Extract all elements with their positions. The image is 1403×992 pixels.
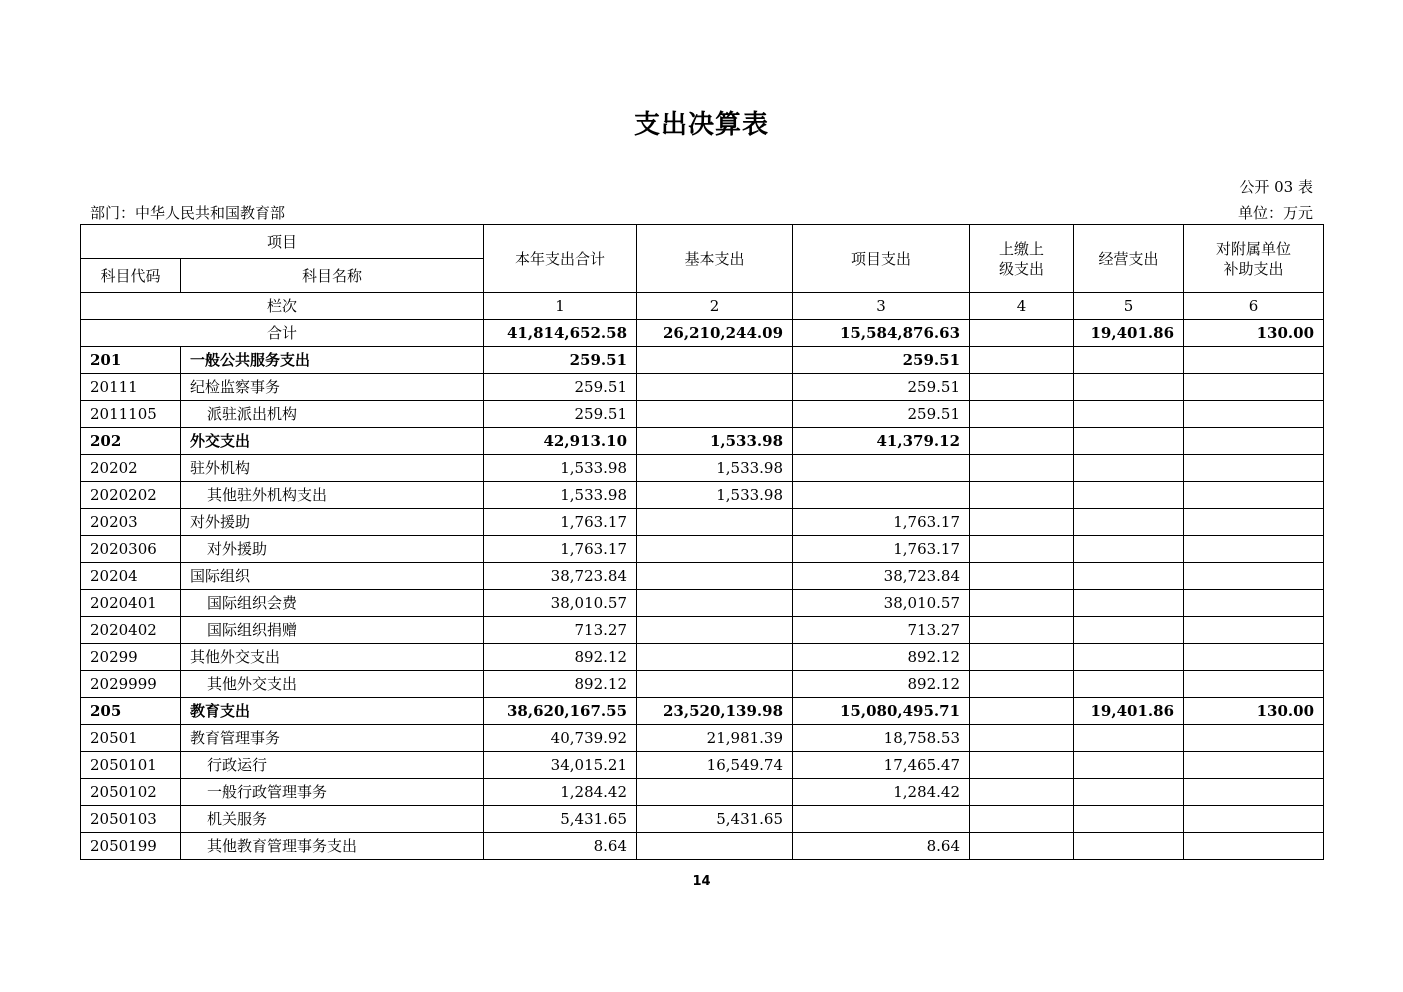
cell-name: 教育支出 — [181, 698, 484, 725]
total-business: 19,401.86 — [1074, 320, 1184, 347]
cell-code: 2020306 — [81, 536, 181, 563]
total-upper — [970, 320, 1074, 347]
cell-basic — [637, 644, 793, 671]
cell-project: 18,758.53 — [793, 725, 970, 752]
cell-business — [1074, 806, 1184, 833]
cell-upper — [970, 617, 1074, 644]
table-row — [81, 347, 1324, 374]
cell-basic: 1,533.98 — [637, 428, 793, 455]
cell-total: 1,763.17 — [484, 536, 637, 563]
form-number: 公开 03 表 — [1239, 178, 1313, 196]
cell-total: 892.12 — [484, 671, 637, 698]
cell-code: 2050199 — [81, 833, 181, 860]
cell-code: 20204 — [81, 563, 181, 590]
cell-project: 38,723.84 — [793, 563, 970, 590]
cell-project: 713.27 — [793, 617, 970, 644]
cell-basic: 1,533.98 — [637, 455, 793, 482]
cell-name: 其他外交支出 — [181, 671, 484, 698]
cell-subsidy — [1184, 590, 1324, 617]
cell-business — [1074, 725, 1184, 752]
cell-subsidy — [1184, 644, 1324, 671]
cell-upper — [970, 644, 1074, 671]
cell-name: 其他驻外机构支出 — [181, 482, 484, 509]
cell-code: 2050101 — [81, 752, 181, 779]
cell-business — [1074, 779, 1184, 806]
column-index-6: 6 — [1184, 293, 1324, 320]
cell-upper — [970, 752, 1074, 779]
cell-code: 20111 — [81, 374, 181, 401]
cell-project: 259.51 — [793, 374, 970, 401]
cell-upper — [970, 455, 1074, 482]
cell-project: 15,080,495.71 — [793, 698, 970, 725]
cell-subsidy — [1184, 806, 1324, 833]
table-row — [81, 536, 1324, 563]
cell-upper — [970, 482, 1074, 509]
cell-upper — [970, 779, 1074, 806]
cell-upper — [970, 536, 1074, 563]
cell-basic — [637, 590, 793, 617]
cell-upper — [970, 725, 1074, 752]
cell-upper — [970, 806, 1074, 833]
cell-name: 机关服务 — [181, 806, 484, 833]
cell-business — [1074, 563, 1184, 590]
header-upper — [970, 225, 1074, 293]
cell-basic — [637, 374, 793, 401]
cell-subsidy — [1184, 725, 1324, 752]
cell-business — [1074, 374, 1184, 401]
cell-name: 国际组织 — [181, 563, 484, 590]
table-row — [81, 482, 1324, 509]
table-row — [81, 833, 1324, 860]
cell-name: 派驻派出机构 — [181, 401, 484, 428]
cell-business — [1074, 347, 1184, 374]
header-upper-line2: 级支出 — [999, 259, 1045, 278]
total-project: 15,584,876.63 — [793, 320, 970, 347]
cell-subsidy — [1184, 374, 1324, 401]
header-name: 科目名称 — [181, 259, 484, 293]
cell-business — [1074, 482, 1184, 509]
cell-basic — [637, 617, 793, 644]
cell-name: 对外援助 — [181, 536, 484, 563]
cell-subsidy: 130.00 — [1184, 698, 1324, 725]
cell-total: 259.51 — [484, 401, 637, 428]
cell-business — [1074, 752, 1184, 779]
cell-business — [1074, 428, 1184, 455]
cell-project: 1,763.17 — [793, 509, 970, 536]
unit-label: 单位：万元 — [1237, 204, 1313, 222]
table-row — [81, 401, 1324, 428]
cell-name: 纪检监察事务 — [181, 374, 484, 401]
table-row — [81, 725, 1324, 752]
cell-name: 外交支出 — [181, 428, 484, 455]
column-index-label: 栏次 — [81, 293, 484, 320]
cell-name: 一般行政管理事务 — [181, 779, 484, 806]
cell-business — [1074, 617, 1184, 644]
cell-total: 1,763.17 — [484, 509, 637, 536]
cell-total: 1,533.98 — [484, 482, 637, 509]
total-basic: 26,210,244.09 — [637, 320, 793, 347]
cell-code: 202 — [81, 428, 181, 455]
cell-subsidy — [1184, 428, 1324, 455]
cell-total: 259.51 — [484, 347, 637, 374]
page-title: 支出决算表 — [633, 110, 769, 140]
table-row — [81, 455, 1324, 482]
cell-project: 41,379.12 — [793, 428, 970, 455]
cell-basic — [637, 563, 793, 590]
table-row — [81, 428, 1324, 455]
header-row-1 — [81, 225, 1324, 259]
header-upper-line1: 上缴上 — [999, 239, 1045, 258]
cell-basic — [637, 347, 793, 374]
cell-total: 5,431.65 — [484, 806, 637, 833]
cell-subsidy — [1184, 509, 1324, 536]
total-row — [81, 320, 1324, 347]
cell-subsidy — [1184, 347, 1324, 374]
table-row — [81, 806, 1324, 833]
cell-upper — [970, 671, 1074, 698]
cell-name: 国际组织捐赠 — [181, 617, 484, 644]
cell-total: 8.64 — [484, 833, 637, 860]
cell-upper — [970, 374, 1074, 401]
cell-name: 教育管理事务 — [181, 725, 484, 752]
cell-total: 713.27 — [484, 617, 637, 644]
cell-project: 892.12 — [793, 644, 970, 671]
cell-business — [1074, 401, 1184, 428]
table-row — [81, 509, 1324, 536]
cell-total: 892.12 — [484, 644, 637, 671]
cell-business: 19,401.86 — [1074, 698, 1184, 725]
cell-code: 20202 — [81, 455, 181, 482]
cell-basic — [637, 509, 793, 536]
cell-total: 38,723.84 — [484, 563, 637, 590]
cell-basic — [637, 779, 793, 806]
cell-subsidy — [1184, 563, 1324, 590]
cell-project — [793, 806, 970, 833]
cell-upper — [970, 563, 1074, 590]
cell-name: 其他外交支出 — [181, 644, 484, 671]
cell-basic — [637, 671, 793, 698]
total-subsidy: 130.00 — [1184, 320, 1324, 347]
cell-total: 38,010.57 — [484, 590, 637, 617]
cell-business — [1074, 455, 1184, 482]
column-index-3: 3 — [793, 293, 970, 320]
header-project: 项目支出 — [793, 225, 970, 293]
cell-total: 42,913.10 — [484, 428, 637, 455]
cell-basic — [637, 536, 793, 563]
cell-name: 其他教育管理事务支出 — [181, 833, 484, 860]
cell-subsidy — [1184, 482, 1324, 509]
page-number: 14 — [692, 874, 711, 889]
cell-code: 2020402 — [81, 617, 181, 644]
column-index-2: 2 — [637, 293, 793, 320]
cell-business — [1074, 833, 1184, 860]
cell-business — [1074, 590, 1184, 617]
cell-basic — [637, 833, 793, 860]
cell-subsidy — [1184, 455, 1324, 482]
cell-name: 国际组织会费 — [181, 590, 484, 617]
cell-business — [1074, 509, 1184, 536]
cell-code: 201 — [81, 347, 181, 374]
cell-business — [1074, 536, 1184, 563]
column-index-1: 1 — [484, 293, 637, 320]
cell-basic: 21,981.39 — [637, 725, 793, 752]
cell-code: 205 — [81, 698, 181, 725]
cell-upper — [970, 509, 1074, 536]
cell-basic: 16,549.74 — [637, 752, 793, 779]
cell-project: 38,010.57 — [793, 590, 970, 617]
expenditure-table — [80, 224, 1324, 860]
cell-code: 2020401 — [81, 590, 181, 617]
cell-project — [793, 482, 970, 509]
cell-code: 2011105 — [81, 401, 181, 428]
table-row — [81, 617, 1324, 644]
cell-upper — [970, 698, 1074, 725]
table-row — [81, 563, 1324, 590]
cell-upper — [970, 833, 1074, 860]
cell-project: 8.64 — [793, 833, 970, 860]
cell-basic: 5,431.65 — [637, 806, 793, 833]
cell-code: 2050103 — [81, 806, 181, 833]
table-row — [81, 779, 1324, 806]
cell-total: 1,284.42 — [484, 779, 637, 806]
cell-total: 259.51 — [484, 374, 637, 401]
cell-project: 892.12 — [793, 671, 970, 698]
header-total: 本年支出合计 — [484, 225, 637, 293]
column-index-5: 5 — [1074, 293, 1184, 320]
cell-upper — [970, 590, 1074, 617]
cell-subsidy — [1184, 752, 1324, 779]
cell-code: 2050102 — [81, 779, 181, 806]
department-label: 部门：中华人民共和国教育部 — [90, 204, 286, 222]
cell-business — [1074, 671, 1184, 698]
total-label: 合计 — [81, 320, 484, 347]
table-row — [81, 374, 1324, 401]
cell-name: 行政运行 — [181, 752, 484, 779]
cell-total: 38,620,167.55 — [484, 698, 637, 725]
column-index-row — [81, 293, 1324, 320]
total-sum: 41,814,652.58 — [484, 320, 637, 347]
cell-total: 40,739.92 — [484, 725, 637, 752]
header-basic: 基本支出 — [637, 225, 793, 293]
cell-subsidy — [1184, 833, 1324, 860]
cell-project: 259.51 — [793, 401, 970, 428]
cell-subsidy — [1184, 779, 1324, 806]
cell-upper — [970, 347, 1074, 374]
cell-name: 驻外机构 — [181, 455, 484, 482]
cell-subsidy — [1184, 536, 1324, 563]
cell-code: 2029999 — [81, 671, 181, 698]
cell-upper — [970, 428, 1074, 455]
cell-basic: 1,533.98 — [637, 482, 793, 509]
cell-code: 2020202 — [81, 482, 181, 509]
header-code: 科目代码 — [81, 259, 181, 293]
cell-code: 20299 — [81, 644, 181, 671]
cell-name: 对外援助 — [181, 509, 484, 536]
table-row — [81, 671, 1324, 698]
cell-subsidy — [1184, 617, 1324, 644]
cell-project: 1,284.42 — [793, 779, 970, 806]
cell-upper — [970, 401, 1074, 428]
cell-subsidy — [1184, 671, 1324, 698]
cell-project: 259.51 — [793, 347, 970, 374]
cell-basic — [637, 401, 793, 428]
cell-name: 一般公共服务支出 — [181, 347, 484, 374]
header-subsidy-line1: 对附属单位 — [1216, 239, 1292, 258]
cell-code: 20203 — [81, 509, 181, 536]
cell-project: 1,763.17 — [793, 536, 970, 563]
header-subsidy — [1184, 225, 1324, 293]
cell-total: 1,533.98 — [484, 455, 637, 482]
cell-basic: 23,520,139.98 — [637, 698, 793, 725]
cell-business — [1074, 644, 1184, 671]
header-item: 项目 — [81, 225, 484, 259]
column-index-4: 4 — [970, 293, 1074, 320]
table-row — [81, 752, 1324, 779]
cell-subsidy — [1184, 401, 1324, 428]
cell-code: 20501 — [81, 725, 181, 752]
cell-project — [793, 455, 970, 482]
cell-total: 34,015.21 — [484, 752, 637, 779]
table-row — [81, 698, 1324, 725]
header-subsidy-line2: 补助支出 — [1223, 259, 1284, 278]
cell-project: 17,465.47 — [793, 752, 970, 779]
table-row — [81, 644, 1324, 671]
header-business: 经营支出 — [1074, 225, 1184, 293]
table-row — [81, 590, 1324, 617]
